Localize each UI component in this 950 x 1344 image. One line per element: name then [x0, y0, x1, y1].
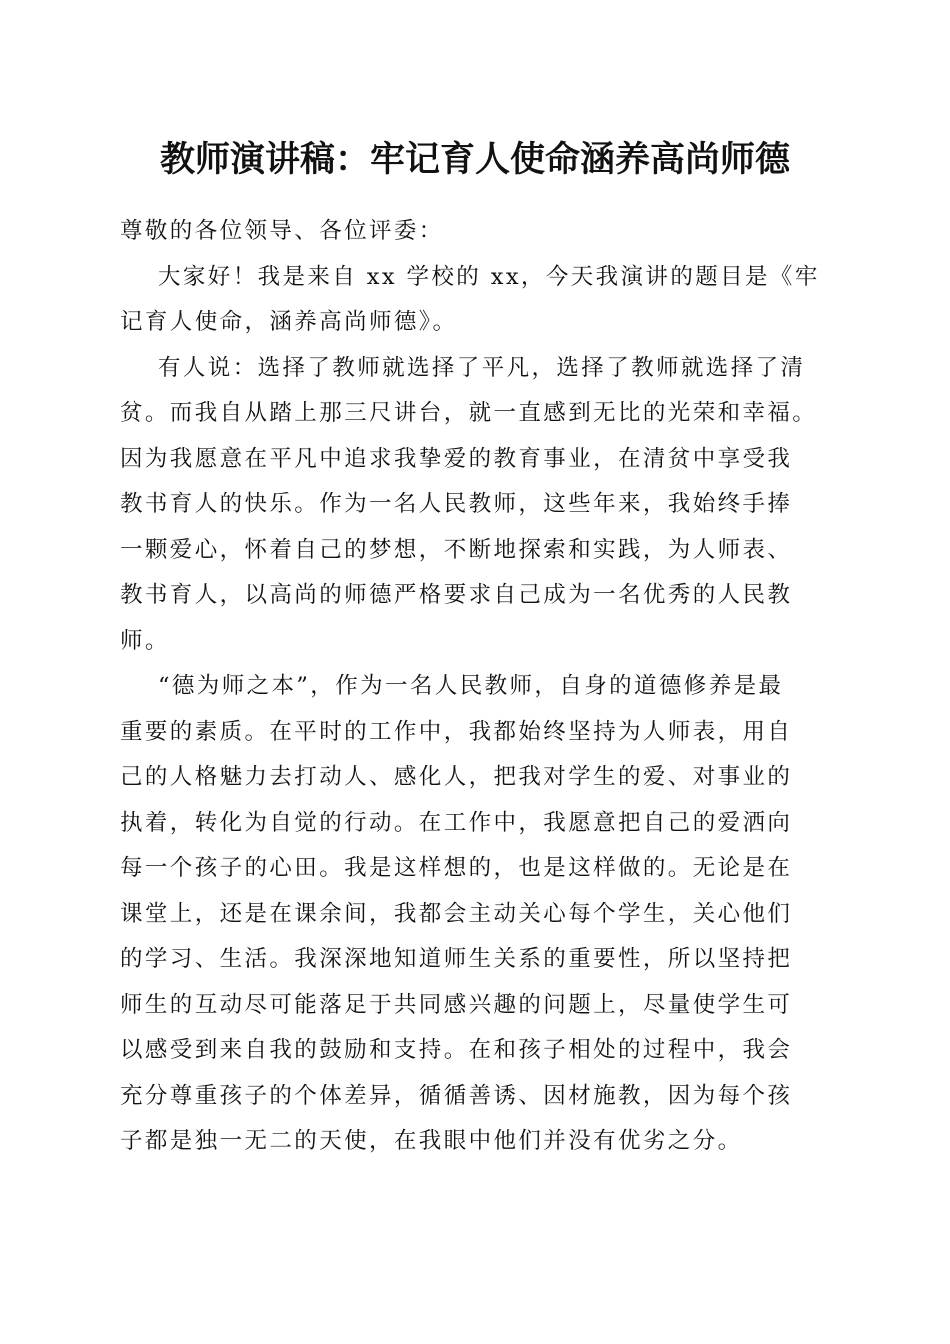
text-line: 一颗爱心，怀着自己的梦想，不断地探索和实践，为人师表、 — [120, 536, 793, 563]
text-line: 以感受到来自我的鼓励和支持。在和孩子相处的过程中，我会 — [120, 1037, 793, 1063]
text-line: 教书育人的快乐。作为一名人民教师，这些年来，我始终手捧 — [120, 491, 793, 517]
text-line: 充分尊重孩子的个体差异，循循善诱、因材施教，因为每个孩 — [120, 1082, 793, 1109]
text-line: 因为我愿意在平凡中追求我挚爱的教育事业，在清贫中享受我 — [120, 445, 793, 472]
text-line: 贫。而我自从踏上那三尺讲台，就一直感到无比的光荣和幸福。 — [120, 400, 818, 426]
text-line: 子都是独一无二的天使，在我眼中他们并没有优劣之分。 — [120, 1128, 743, 1154]
text-line: “德为师之本”，作为一名人民教师，自身的道德修养是最 — [158, 673, 784, 699]
text-line: 重要的素质。在平时的工作中，我都始终坚持为人师表，用自 — [120, 718, 793, 745]
text-line: 己的人格魅力去打动人、感化人，把我对学生的爱、对事业的 — [120, 764, 793, 790]
text-line: 教书育人，以高尚的师德严格要求自己成为一名优秀的人民教 — [120, 582, 793, 608]
paragraph-lines — [120, 255, 834, 1165]
salutation: 尊敬的各位领导、各位评委： — [120, 218, 444, 244]
text-line: 师。 — [120, 627, 170, 654]
text-line: 大家好！我是来自 xx 学校的 xx，今天我演讲的题目是《牢 — [158, 263, 820, 290]
text-line: 每一个孩子的心田。我是这样想的，也是这样做的。无论是在 — [120, 855, 793, 881]
document-body — [120, 209, 834, 1165]
document-title: 教师演讲稿：牢记育人使命涵养高尚师德 — [159, 139, 790, 180]
text-line: 的学习、生活。我深深地知道师生关系的重要性，所以坚持把 — [120, 946, 793, 972]
text-line: 师生的互动尽可能落足于共同感兴趣的问题上，尽量使学生可 — [120, 991, 793, 1018]
text-line: 有人说：选择了教师就选择了平凡，选择了教师就选择了清 — [158, 354, 806, 381]
text-line: 记育人使命，涵养高尚师德》。 — [120, 309, 458, 335]
text-line: 执着，转化为自觉的行动。在工作中，我愿意把自己的爱洒向 — [120, 809, 793, 836]
text-line: 课堂上，还是在课余间，我都会主动关心每个学生，关心他们 — [120, 900, 793, 927]
